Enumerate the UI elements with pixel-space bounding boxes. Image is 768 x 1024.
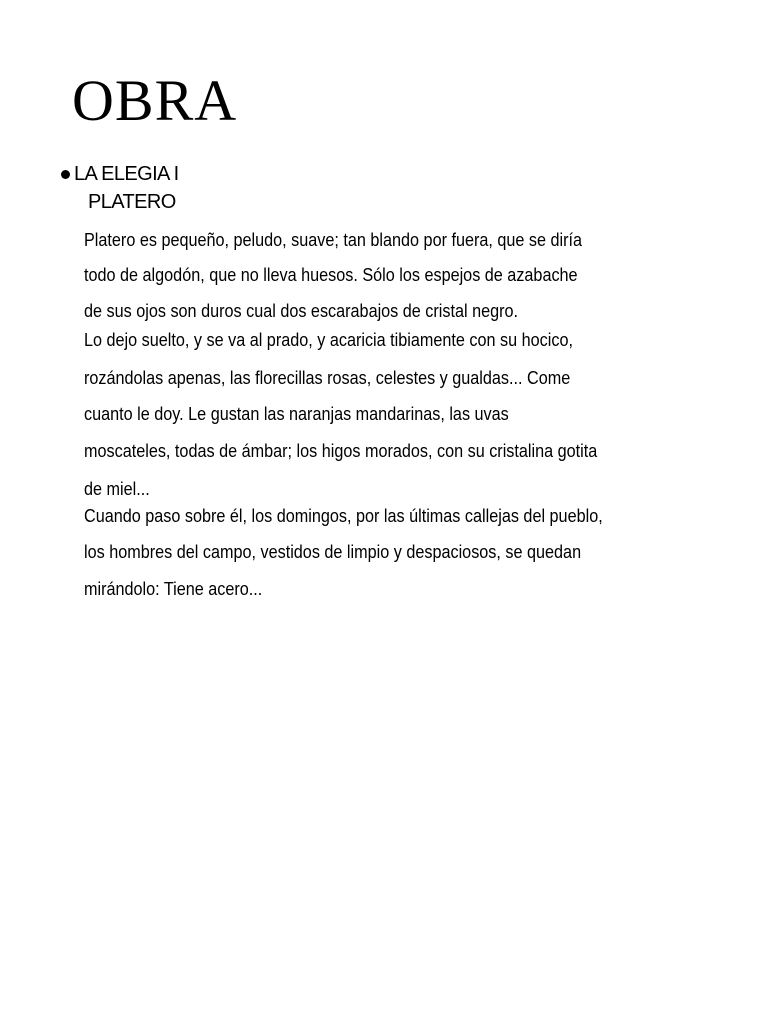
body-text-line: los hombres del campo, vestidos de limpio y despaciosos, se quedan [84,542,582,562]
body-text-line: cuanto le doy. Le gustan las naranjas mandarinas, las uvas [84,404,509,424]
body-text-line: Cuando paso sobre él, los domingos, por las últimas callejas del pueblo, [84,506,603,526]
body-text-line: mirándolo: Tiene acero... [84,579,263,599]
body-text-line: rozándolas apenas, las florecillas rosas, celestes y gualdas... Come [84,368,571,388]
section-heading-subtitle: PLATERO [88,191,176,213]
body-text-line: Platero es pequeño, peludo, suave; tan blando por fuera, que se diría [84,230,583,250]
page-title: OBRA [72,68,238,133]
section-heading-title: LA ELEGIA I [74,163,179,185]
section-heading [60,160,179,216]
body-text-line: todo de algodón, que no lleva huesos. Sólo los espejos de azabache [84,265,578,285]
body-text-line: Lo dejo suelto, y se va al prado, y acaricia tibiamente con su hocico, [84,330,573,350]
body-text-line: de sus ojos son duros cual dos escarabajos de cristal negro. [84,301,519,321]
section-heading-line [60,160,179,188]
bullet-dot-icon [61,170,70,179]
body-text-line: de miel... [84,479,150,499]
body-text-line: moscateles, todas de ámbar; los higos morados, con su cristalina gotita [84,441,598,461]
